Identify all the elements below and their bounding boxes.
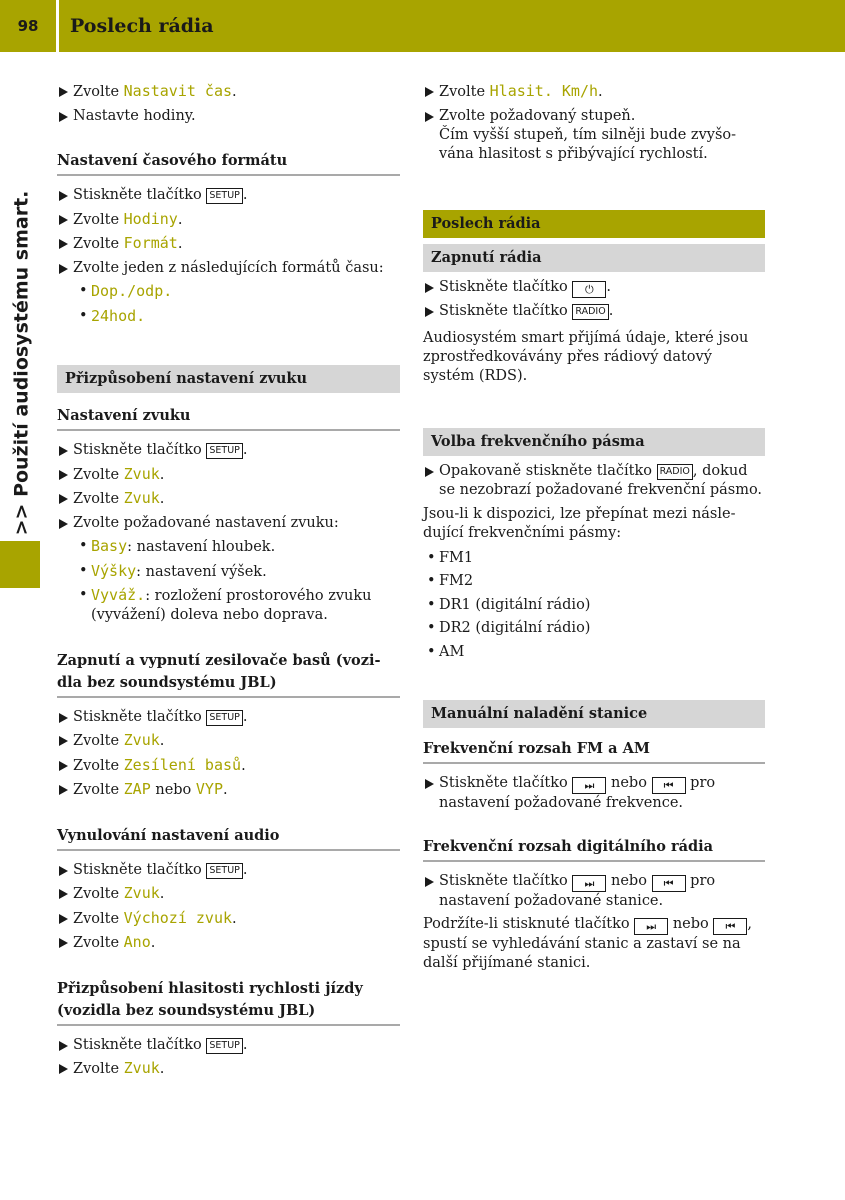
list-item: Stiskněte tlačítko SETUP .: [57, 441, 400, 460]
list-item: Zvolte jeden z následujících formátů času:: [57, 259, 400, 278]
section-box-heading: Manuální naladění stanice: [423, 700, 765, 728]
setup-button-icon: SETUP: [206, 710, 243, 726]
list-item: Zvolte Hodiny.: [57, 210, 400, 230]
page-title: Poslech rádia: [70, 15, 214, 37]
list-item: Zvolte Zvuk.: [57, 1059, 400, 1079]
side-chapter-tab: [0, 541, 40, 588]
previous-track-icon: ⏮: [713, 918, 747, 935]
section-box-heading: Volba frekvenčního pásma: [423, 428, 765, 456]
list-item: Zvolte Zvuk.: [57, 489, 400, 509]
paragraph: Audiosystém smart přijímá údaje, které jsou zprostředkovávány přes rádiový datový systém (RDS).: [423, 330, 749, 384]
next-track-icon: ⏭: [572, 875, 606, 892]
paragraph: Podržíte-li stisknuté tlačítko ⏭ nebo ⏮ , spustí se vyhledávání stanic a zastaví se na další přijímané stanici.: [423, 916, 752, 971]
section-heading: Vynulování nastavení audio: [57, 825, 400, 851]
band-item: • DR1 (digitální rádio): [423, 596, 765, 615]
list-item: Stiskněte tlačítko SETUP .: [57, 186, 400, 205]
list-item: Stiskněte tlačítko SETUP .: [57, 1036, 400, 1055]
previous-track-icon: ⏮: [652, 777, 686, 794]
list-item: Zvolte Zvuk.: [57, 884, 400, 904]
paragraph: Jsou-li k dispozici, lze přepínat mezi násle-dující frekvenčními pásmy:: [423, 505, 736, 541]
list-item: Zvolte Hlasit. Km/h.: [423, 82, 765, 102]
section-heading: Přizpůsobení hlasitosti rychlosti jízdy (vozidla bez soundsystému JBL): [57, 978, 400, 1026]
list-item: Stiskněte tlačítko ⏭ nebo ⏮ pro nastavení požadované frekvence.: [423, 774, 765, 813]
section-heading: Nastavení zvuku: [57, 405, 400, 431]
radio-button-icon: RADIO: [657, 464, 693, 480]
list-item: Zvolte ZAP nebo VYP.: [57, 780, 400, 800]
section-box-heading: Přizpůsobení nastavení zvuku: [57, 365, 400, 393]
section-heading: Frekvenční rozsah digitálního rádia: [423, 836, 765, 862]
page-header: [0, 0, 845, 52]
menu-keyword: Nastavit čas: [123, 82, 233, 100]
next-track-icon: ⏭: [572, 777, 606, 794]
list-item: Stiskněte tlačítko RADIO .: [423, 302, 765, 321]
section-speed-volume-cont: [423, 82, 765, 164]
header-divider: [56, 0, 59, 52]
band-item: • FM2: [423, 572, 765, 591]
list-item: Zvolte Ano.: [57, 933, 400, 953]
section-radio: [423, 210, 765, 387]
right-column: [423, 82, 765, 979]
page-number: 98: [17, 17, 39, 35]
section-box-heading-main: Poslech rádia: [423, 210, 765, 238]
radio-button-icon: RADIO: [572, 304, 608, 320]
setup-button-icon: SETUP: [206, 443, 243, 459]
band-item: • AM: [423, 643, 765, 662]
setup-button-icon: SETUP: [206, 863, 243, 879]
previous-track-icon: ⏮: [652, 875, 686, 892]
power-button-icon: ⏻: [572, 281, 606, 298]
list-item: Zvolte Zvuk.: [57, 731, 400, 751]
list-item: Zvolte Výchozí zvuk.: [57, 909, 400, 929]
bullet-item: • Výšky: nastavení výšek.: [57, 562, 400, 582]
section-time-format: [57, 150, 400, 327]
menu-keyword: Hodiny: [123, 209, 178, 228]
section-manual-tuning: [423, 700, 765, 973]
list-item: Opakovaně stiskněte tlačítko RADIO , dokud se nezobrazí požadované frekvenční pásmo.: [423, 462, 765, 500]
section-box-heading: Zapnutí rádia: [423, 244, 765, 272]
list-item: Zvolte Zvuk.: [57, 465, 400, 485]
bullet-item: • Vyváž.: rozložení prostorového zvuku (vyvážení) doleva nebo doprava.: [57, 586, 400, 625]
bullet-item: • Basy: nastavení hloubek.: [57, 537, 400, 557]
list-item: Zvolte Nastavit čas.: [57, 82, 400, 102]
setup-button-icon: SETUP: [206, 1038, 243, 1054]
list-item: Nastavte hodiny.: [57, 107, 400, 126]
list-item: Stiskněte tlačítko SETUP .: [57, 861, 400, 880]
section-heading: Nastavení časového formátu: [57, 150, 400, 176]
bullet-item: • Dop./odp.: [57, 282, 400, 302]
section-bass-amp: [57, 650, 400, 801]
section-reset-audio: [57, 825, 400, 954]
side-chapter-label: [2, 190, 40, 535]
section-sound-settings: [57, 365, 400, 625]
list-item: Stiskněte tlačítko ⏭ nebo ⏮ pro nastavení požadované stanice.: [423, 872, 765, 911]
side-chapter-text: >> Použití audiosystému smart.: [10, 190, 33, 535]
section-heading: Zapnutí a vypnutí zesilovače basů (vozi-dla bez soundsystému JBL): [57, 650, 400, 698]
bullet-item: • 24hod.: [57, 307, 400, 327]
section-heading: Frekvenční rozsah FM a AM: [423, 738, 765, 764]
list-item: Stiskněte tlačítko ⏻ .: [423, 278, 765, 298]
left-column: [57, 82, 400, 1084]
section-set-time: [57, 82, 400, 126]
section-speed-volume: [57, 978, 400, 1080]
note-text: Čím vyšší stupeň, tím silněji bude zvyšo-vána hlasitost s přibývající rychlostí.: [439, 126, 737, 162]
menu-keyword: Formát: [123, 234, 178, 252]
section-band-select: [423, 428, 765, 662]
list-item: Zvolte požadované nastavení zvuku:: [57, 514, 400, 533]
list-item: Zvolte Formát.: [57, 234, 400, 254]
band-item: • FM1: [423, 549, 765, 568]
band-item: • DR2 (digitální rádio): [423, 619, 765, 638]
setup-button-icon: SETUP: [206, 188, 243, 204]
list-item: Zvolte požadovaný stupeň.: [423, 107, 765, 126]
list-item: Zvolte Zesílení basů.: [57, 756, 400, 776]
list-item: Stiskněte tlačítko SETUP .: [57, 708, 400, 727]
next-track-icon: ⏭: [634, 918, 668, 935]
